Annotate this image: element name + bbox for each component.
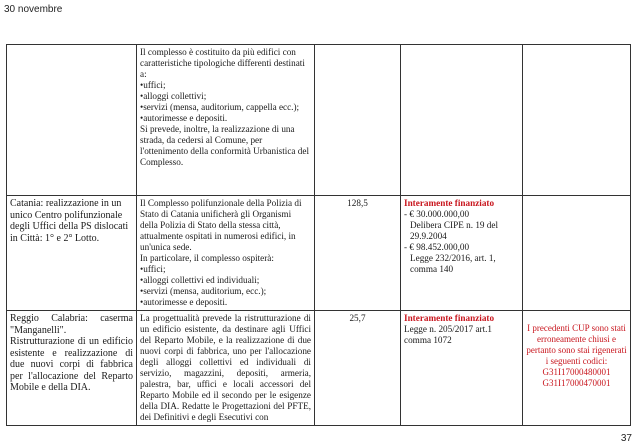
list-item: • servizi (mensa, auditorium, cappella ecc.); bbox=[140, 102, 311, 113]
funding-status: Interamente finanziato bbox=[404, 313, 495, 323]
amount-cell: 25,7 bbox=[315, 311, 401, 426]
notes-cell bbox=[523, 311, 631, 426]
list-item: • servizi (mensa, auditorium, ecc.); bbox=[140, 286, 311, 297]
table-row bbox=[7, 311, 631, 426]
table-row bbox=[7, 45, 631, 196]
funding-cell bbox=[401, 196, 523, 311]
location-cell bbox=[7, 45, 137, 196]
description-intro-2: In particolare, il complesso ospiterà: bbox=[140, 253, 274, 263]
description-intro: Il Complesso polifunzionale della Polizia di Stato di Catania unificherà gli Organismi della Polizia di Stato della stessa città, attualmente ospitati in numerosi edifici, in un'unica sede. bbox=[140, 198, 302, 252]
amount-cell: 128,5 bbox=[315, 196, 401, 311]
list-item: • autorimesse e depositi. bbox=[140, 113, 311, 124]
description-cell bbox=[137, 311, 315, 426]
description-intro: La progettualità prevede la ristrutturazione di un edificio esistente, da destinare agli Uffici del Reparto Mobile, e la realizzazione di due nuovi corpi di fabbrica, uno per l'allocazione degli alloggi collettivi ed individuali di servizio, magazzini, depositi, armeria, palestra, bar, uffici e locali accessori del Reparto Mobile ed il secondo per le esigenze della DIA. Redatte le Progettazioni del PFTE, dei Definitivi e degli Esecutivi con bbox=[140, 313, 311, 422]
funding-reference: Delibera CIPE n. 19 del 29.9.2004 bbox=[410, 220, 499, 241]
list-item: • uffici; bbox=[140, 80, 311, 91]
notes-cell bbox=[523, 45, 631, 196]
funding-reference: Legge n. 205/2017 art.1 comma 1072 bbox=[404, 324, 493, 345]
notes-text: I precedenti CUP sono stati erroneamente chiusi e pertanto sono stai rigenerati i seguenti codici: G31I17000480001 G31I17000470001 bbox=[526, 323, 627, 388]
page-header-date: 30 novembre bbox=[4, 4, 63, 15]
list-item: • alloggi collettivi ed individuali; bbox=[140, 275, 311, 286]
funding-reference: Legge 232/2016, art. 1, comma 140 bbox=[410, 253, 496, 274]
funding-status: Interamente finanziato bbox=[404, 198, 495, 208]
location-cell: Reggio Calabria: caserma "Manganelli". Ristrutturazione di un edificio esistente e realizzazione di due nuovi corpi di fabbrica per l'allocazione del Reparto Mobile e della DIA. bbox=[7, 311, 137, 426]
funding-amount: - € 98.452.000,00 bbox=[410, 242, 519, 253]
list-item: • alloggi collettivi; bbox=[140, 91, 311, 102]
page-number: 37 bbox=[620, 433, 632, 444]
projects-table bbox=[6, 44, 631, 426]
description-intro: Il complesso è costituito da più edifici con caratteristiche tipologiche differenti destinati a: bbox=[140, 47, 305, 79]
table-row bbox=[7, 196, 631, 311]
amount-cell bbox=[315, 45, 401, 196]
funding-amount: - € 30.000.000,00 bbox=[410, 209, 519, 220]
description-list bbox=[140, 264, 311, 308]
description-outro: Si prevede, inoltre, la realizzazione di una strada, da cedersi al Comune, per l'ottenimento della conformità Urbanistica del Complesso. bbox=[140, 124, 310, 167]
notes-cell bbox=[523, 196, 631, 311]
funding-cell bbox=[401, 311, 523, 426]
list-item: • autorimesse e depositi. bbox=[140, 297, 311, 308]
location-cell: Catania: realizzazione in un unico Centro polifunzionale degli Uffici della PS dislocati in Città: 1° e 2° Lotto. bbox=[7, 196, 137, 311]
description-list bbox=[140, 80, 311, 124]
description-cell bbox=[137, 45, 315, 196]
description-cell bbox=[137, 196, 315, 311]
funding-cell bbox=[401, 45, 523, 196]
list-item: • uffici; bbox=[140, 264, 311, 275]
